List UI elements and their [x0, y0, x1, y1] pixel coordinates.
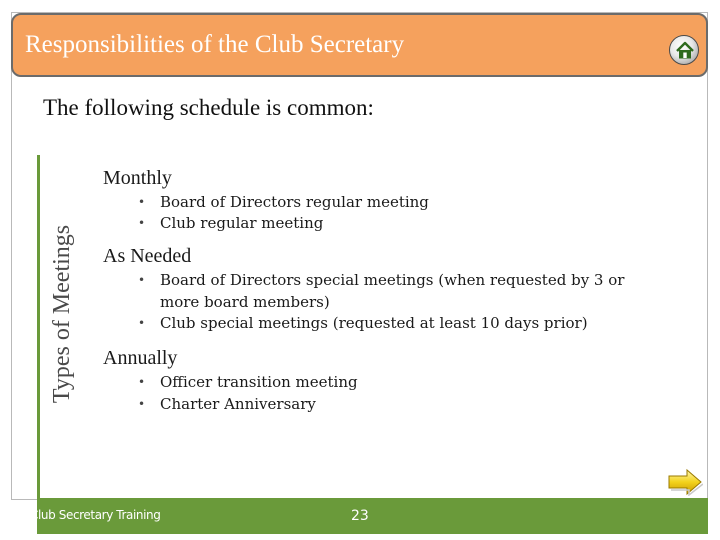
section-heading-annually: Annually: [103, 347, 178, 369]
title-bar: [11, 13, 708, 77]
section-heading-monthly: Monthly: [103, 167, 172, 189]
list-item: [138, 191, 658, 213]
list-item: [138, 371, 658, 393]
list-item-text: Charter Anniversary: [160, 395, 316, 413]
list-item: [138, 393, 658, 415]
bullet-icon: •: [138, 195, 146, 209]
list-item-text: Club special meetings (requested at least 10 days prior): [160, 314, 588, 332]
bullet-icon: •: [138, 216, 146, 230]
side-label: Types of Meetings: [49, 224, 75, 404]
slide-subtitle: The following schedule is common:: [43, 95, 374, 120]
list-item: [138, 269, 658, 313]
list-item-text: Officer transition meeting: [160, 373, 358, 391]
home-button[interactable]: [669, 35, 699, 65]
list-item: [138, 312, 658, 334]
bullet-icon: •: [138, 397, 146, 411]
list-item-text: Board of Directors regular meeting: [160, 193, 429, 211]
footer-text: Club Secretary Training: [30, 508, 161, 522]
next-arrow-icon[interactable]: [667, 468, 703, 496]
bullet-icon: •: [138, 316, 146, 330]
list-item-text: Board of Directors special meetings (when requested by 3 or more board members): [160, 271, 625, 311]
section-heading-as-needed: As Needed: [103, 245, 192, 267]
list-item-text: Club regular meeting: [160, 214, 324, 232]
list-item: [138, 212, 658, 234]
bullet-icon: •: [138, 375, 146, 389]
page-number: 23: [351, 508, 369, 524]
slide-title: Responsibilities of the Club Secretary: [25, 31, 405, 58]
home-icon: [675, 41, 695, 61]
bullet-icon: •: [138, 273, 146, 287]
